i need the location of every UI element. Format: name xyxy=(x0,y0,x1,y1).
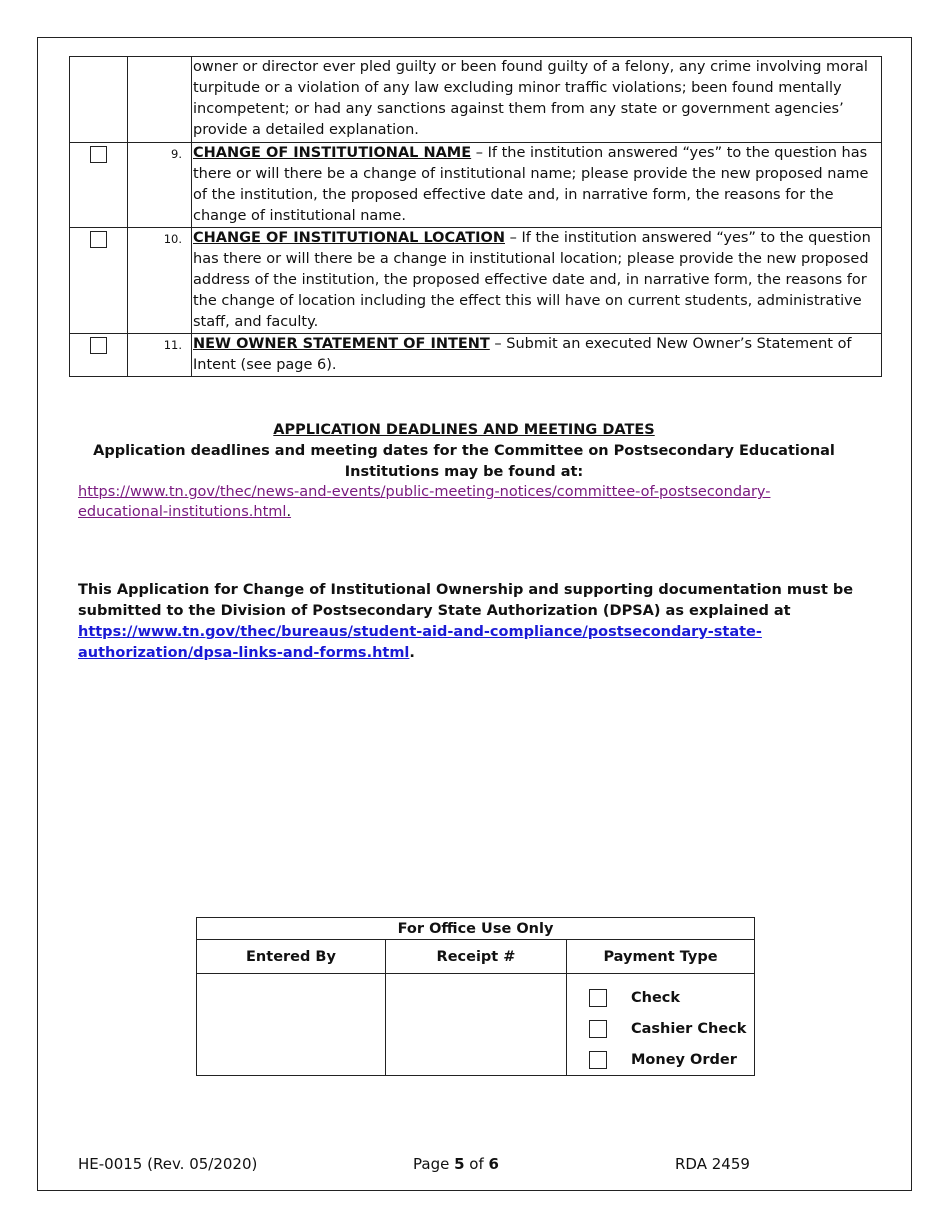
item-text: owner or director ever pled guilty or been found guilty of a felony, any crime involving moral turpitude or a violation of any law excluding minor traffic violations; been found mentally incompetent; or had any sanctions against them from any state or government agencies’ provide a detailed explanation. xyxy=(193,59,868,138)
col-receipt: Receipt # xyxy=(386,940,567,974)
form-id: HE-0015 (Rev. 05/2020) xyxy=(78,1155,258,1173)
deadlines-subtitle: Application deadlines and meeting dates for the Committee on Postsecondary Educational Institutions may be found at: xyxy=(93,443,835,480)
submission-instructions xyxy=(78,580,858,664)
item-text: – Submit an executed New Owner’s Statement of Intent (see page 6). xyxy=(193,336,852,373)
table-row xyxy=(197,918,755,940)
col-entered-by: Entered By xyxy=(197,940,386,974)
item-heading: NEW OWNER STATEMENT OF INTENT xyxy=(193,336,490,352)
item-10-checkbox[interactable] xyxy=(90,231,107,248)
payment-label: Check xyxy=(631,989,681,1006)
payment-label: Money Order xyxy=(631,1051,737,1068)
entered-by-cell[interactable] xyxy=(197,974,386,1076)
item-text: – If the institution answered “yes” to the question has there or will there be a change of institutional name; please provide the new proposed name of the institution, the proposed effective date and, in narrative form, the reasons for the change of institutional name. xyxy=(193,145,869,224)
dpsa-link[interactable]: https://www.tn.gov/thec/bureaus/student-aid-and-compliance/postsecondary-state-authorization/dpsa-links-and-forms.html xyxy=(78,624,762,661)
page-number: Page 5 of 6 xyxy=(413,1155,499,1173)
cashier-check-checkbox[interactable] xyxy=(589,1020,607,1038)
table-row xyxy=(70,228,882,334)
receipt-cell[interactable] xyxy=(386,974,567,1076)
item-heading: CHANGE OF INSTITUTIONAL NAME xyxy=(193,145,472,161)
payment-label: Cashier Check xyxy=(631,1020,747,1037)
deadlines-section xyxy=(78,420,850,483)
checklist-table xyxy=(69,56,882,377)
item-heading: CHANGE OF INSTITUTIONAL LOCATION xyxy=(193,230,505,246)
money-order-checkbox[interactable] xyxy=(589,1051,607,1069)
deadlines-link-period: . xyxy=(286,504,292,520)
item-9-checkbox[interactable] xyxy=(90,146,107,163)
item-number: 11. xyxy=(163,338,182,352)
payment-option-cashier-check xyxy=(589,1013,754,1044)
payment-option-check xyxy=(589,982,754,1013)
item-number: 9. xyxy=(171,147,182,161)
table-row xyxy=(70,143,882,228)
deadlines-link-line xyxy=(78,482,858,522)
item-text: – If the institution answered “yes” to the question has there or will there be a change in institutional location; please provide the new proposed address of the institution, the proposed effective date and, in narrative form, the reasons for the change of location including the effect this will have on current students, administrative staff, and faculty. xyxy=(193,230,871,330)
office-use-table xyxy=(196,917,755,1076)
col-payment-type: Payment Type xyxy=(567,940,755,974)
payment-option-money-order xyxy=(589,1044,754,1075)
submission-text: This Application for Change of Institutional Ownership and supporting documentation must be submitted to the Division of Postsecondary State Authorization (DPSA) as explained at xyxy=(78,582,854,619)
table-row xyxy=(197,974,755,1076)
check-checkbox[interactable] xyxy=(589,989,607,1007)
deadlines-title: APPLICATION DEADLINES AND MEETING DATES xyxy=(273,422,655,438)
payment-type-cell xyxy=(567,974,755,1076)
item-11-checkbox[interactable] xyxy=(90,337,107,354)
table-row xyxy=(197,940,755,974)
table-row xyxy=(70,57,882,143)
item-number: 10. xyxy=(163,232,182,246)
deadlines-link[interactable]: https://www.tn.gov/thec/news-and-events/public-meeting-notices/committee-of-postsecondary-educational-institutions.html xyxy=(78,484,771,520)
office-use-title: For Office Use Only xyxy=(197,918,755,940)
table-row xyxy=(70,334,882,377)
submission-period: . xyxy=(409,645,415,661)
rda-number: RDA 2459 xyxy=(675,1155,750,1173)
